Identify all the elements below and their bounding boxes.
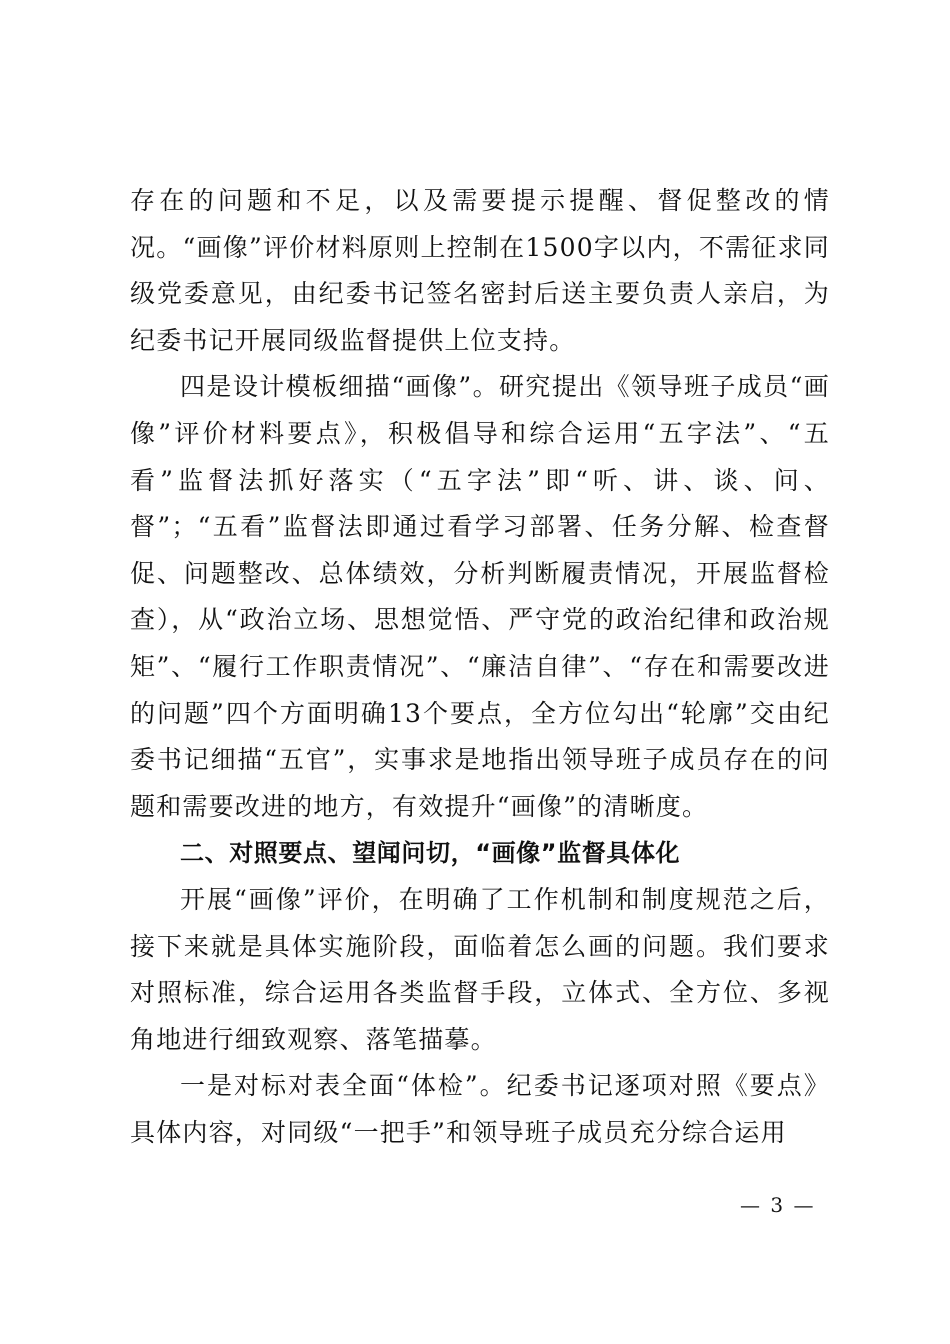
section-heading: 二、对照要点、望闻问切，“画像”监督具体化 [180, 839, 681, 868]
paragraph-checkup: 一是对标对表全面“体检”。纪委书记逐项对照《要点》具体内容，对同级“一把手”和领导班子成员充分综合运用 [130, 1071, 830, 1147]
paragraph-design-template: 四是设计模板细描“画像”。研究提出《领导班子成员“画像”评价材料要点》，积极倡导和综合运用“五字法”、“五看”监督法抓好落实（“五字法”即“听、讲、谈、问、督”；“五看”监督法即通过看学习部署、任务分解、检查督促、问题整改、总体绩效，分析判断履责情况，开展监督检查），从“政治立场、思想觉悟、严守党的政治纪律和政治规矩”、“履行工作职责情况”、“廉洁自律”、“存在和需要改进的问题”四个方面明确13个要点，全方位勾出“轮廓”交由纪委书记细描“五官”，实事求是地指出领导班子成员存在的问题和需要改进的地方，有效提升“画像”的清晰度。 [130, 372, 830, 821]
document-body [130, 178, 830, 1156]
paragraph-continuation: 存在的问题和不足，以及需要提示提醒、督促整改的情况。“画像”评价材料原则上控制在1500字以内，不需征求同级党委意见，由纪委书记签名密封后送主要负责人亲启，为纪委书记开展同级监督提供上位支持。 [130, 186, 830, 355]
paragraph-implementation: 开展“画像”评价，在明确了工作机制和制度规范之后，接下来就是具体实施阶段，面临着怎么画的问题。我们要求对照标准，综合运用各类监督手段，立体式、全方位、多视角地进行细致观察、落笔描摹。 [130, 884, 830, 1054]
page-number: — 3 — [740, 1193, 816, 1217]
